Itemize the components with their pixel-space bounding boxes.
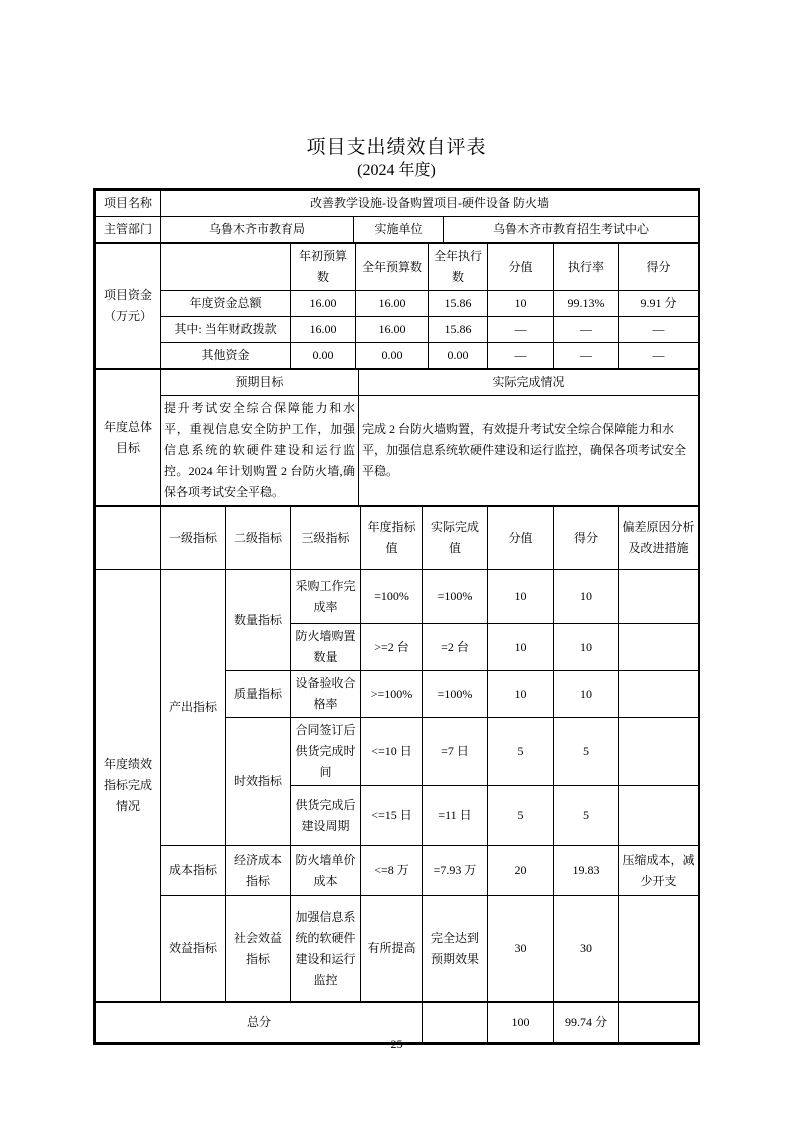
indicators-header-deviation: 偏差原因分析及改进措施 [619,507,699,570]
level1-output: 产出指标 [161,570,226,846]
indicator-points: 5 [488,718,554,786]
indicator-points: 30 [488,896,554,1002]
indicators-header-level3: 三级指标 [291,507,361,570]
funding-header-initial: 年初预算数 [291,244,356,291]
indicator-points: 20 [488,846,554,896]
funding-cell-budget: 16.00 [356,291,429,317]
department-row [96,217,699,243]
funding-cell-score: — [619,343,699,369]
indicators-header-row [96,507,699,570]
indicator-deviation [619,718,699,786]
indicator-deviation [619,671,699,718]
level2-quality: 质量指标 [226,671,291,718]
total-label: 总分 [96,1003,423,1043]
funding-cell-rate: — [554,343,619,369]
funding-row-name: 其他资金 [161,343,291,369]
funding-row-fiscal [96,317,699,343]
indicator-actual: =11 日 [423,786,488,846]
indicator-name: 供货完成后建设周期 [291,786,361,846]
indicator-row [96,846,699,896]
project-name-row [96,191,699,217]
indicator-actual: 完全达到预期效果 [423,896,488,1002]
page-subtitle: (2024 年度) [357,162,436,179]
indicators-header-actual: 实际完成值 [423,507,488,570]
goals-actual-text: 完成 2 台防火墙购置，有效提升考试安全综合保障能力和水平，加强信息系统软硬件建设和运行监控，确保各项考试安全平稳。 [359,396,699,506]
indicator-target: <=10 日 [361,718,423,786]
funding-label-line2: （万元） [103,309,152,323]
indicator-deviation: 压缩成本，减少开支 [619,846,699,896]
indicators-header-target: 年度指标值 [361,507,423,570]
indicator-row [96,896,699,1002]
indicator-name: 合同签订后供货完成时间 [291,718,361,786]
funding-cell-executed: 0.00 [429,343,488,369]
indicator-score: 10 [554,570,619,624]
indicator-target: 有所提高 [361,896,423,1002]
funding-table [95,243,699,369]
level1-benefit: 效益指标 [161,896,226,1002]
funding-label-line1: 项目资金 [103,288,152,302]
indicator-actual: =2 台 [423,624,488,671]
dept-label: 主管部门 [96,217,161,243]
indicators-header-level1: 一级指标 [161,507,226,570]
funding-header-budget: 全年预算数 [356,244,429,291]
funding-cell-budget: 16.00 [356,317,429,343]
level1-cost: 成本指标 [161,846,226,896]
funding-row-name: 年度资金总额 [161,291,291,317]
indicators-header-level2: 二级指标 [226,507,291,570]
indicator-actual: =100% [423,570,488,624]
funding-cell-score: — [619,317,699,343]
indicator-target: <=15 日 [361,786,423,846]
info-table [95,190,699,243]
indicator-points: 10 [488,624,554,671]
indicator-score: 30 [554,896,619,1002]
level2-economic: 经济成本指标 [226,846,291,896]
funding-header-score: 得分 [619,244,699,291]
indicator-score: 10 [554,624,619,671]
indicator-actual: =7 日 [423,718,488,786]
funding-header-executed: 全年执行数 [429,244,488,291]
project-name-label: 项目名称 [96,191,161,217]
funding-cell-budget: 0.00 [356,343,429,369]
funding-section-label [96,244,161,369]
funding-header-points: 分值 [488,244,554,291]
indicator-score: 19.83 [554,846,619,896]
goals-header-row [96,370,699,396]
goals-expected-text: 提升考试安全综合保障能力和水平，重视信息安全防护工作，加强信息系统的软硬件建设和运行监控。2024 年计划购置 2 台防火墙,确保各项考试安全平稳。 [161,396,359,506]
funding-header-rate: 执行率 [554,244,619,291]
level2-timeliness: 时效指标 [226,718,291,846]
funding-header-empty [161,244,291,291]
funding-cell-rate: 99.13% [554,291,619,317]
funding-cell-points: 10 [488,291,554,317]
indicator-name: 防火墙单价成本 [291,846,361,896]
total-points: 100 [488,1003,554,1043]
level2-social: 社会效益指标 [226,896,291,1002]
indicators-section-label: 年度绩效指标完成情况 [96,570,161,1002]
funding-cell-rate: — [554,317,619,343]
funding-cell-points: — [488,343,554,369]
indicators-table [95,506,699,1002]
indicator-points: 5 [488,786,554,846]
goals-expected-header: 预期目标 [161,370,359,396]
goals-content-row [96,396,699,506]
impl-value: 乌鲁木齐市教育招生考试中心 [444,217,699,243]
total-score: 99.74 分 [554,1003,619,1043]
indicator-target: =100% [361,570,423,624]
indicator-actual: =100% [423,671,488,718]
indicator-score: 5 [554,786,619,846]
goals-actual-header: 实际完成情况 [359,370,699,396]
funding-cell-initial: 0.00 [291,343,356,369]
indicator-deviation [619,570,699,624]
goals-table [95,369,699,506]
evaluation-table [93,188,700,1045]
indicator-deviation [619,624,699,671]
funding-row-name: 其中: 当年财政拨款 [161,317,291,343]
indicator-row [96,570,699,624]
page-title: 项目支出绩效自评表 [306,137,487,158]
indicator-score: 10 [554,671,619,718]
page-number: 25 [390,1037,403,1051]
indicator-target: >=2 台 [361,624,423,671]
funding-cell-executed: 15.86 [429,317,488,343]
funding-header-row [96,244,699,291]
indicator-actual: =7.93 万 [423,846,488,896]
indicator-points: 10 [488,671,554,718]
goals-section-label: 年度总体目标 [96,370,161,506]
funding-row-other [96,343,699,369]
funding-cell-executed: 15.86 [429,291,488,317]
indicators-header-empty [96,507,161,570]
funding-cell-score: 9.91 分 [619,291,699,317]
indicator-target: >=100% [361,671,423,718]
funding-cell-initial: 16.00 [291,291,356,317]
funding-cell-points: — [488,317,554,343]
dept-value: 乌鲁木齐市教育局 [161,217,354,243]
indicator-name: 防火墙购置数量 [291,624,361,671]
indicator-name: 设备验收合格率 [291,671,361,718]
project-name-value: 改善教学设施-设备购置项目-硬件设备 防火墙 [161,191,699,217]
impl-label: 实施单位 [354,217,444,243]
level2-quantity: 数量指标 [226,570,291,671]
indicator-points: 10 [488,570,554,624]
funding-cell-initial: 16.00 [291,317,356,343]
indicator-target: <=8 万 [361,846,423,896]
indicators-header-points: 分值 [488,507,554,570]
indicator-deviation [619,896,699,1002]
indicator-name: 加强信息系统的软硬件建设和运行监控 [291,896,361,1002]
funding-row-total [96,291,699,317]
indicator-name: 采购工作完成率 [291,570,361,624]
indicators-header-score: 得分 [554,507,619,570]
indicator-deviation [619,786,699,846]
indicator-score: 5 [554,718,619,786]
